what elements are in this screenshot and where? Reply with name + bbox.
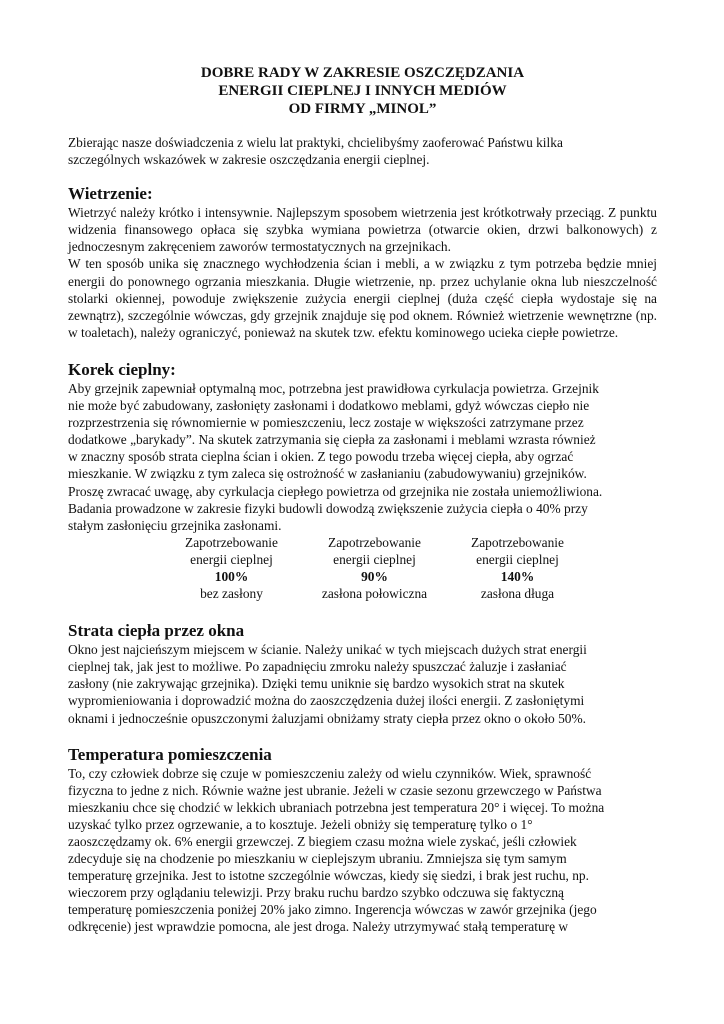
comparison-line: energii cieplnej [333,551,416,567]
comparison-line: energii cieplnej [190,551,273,567]
comparison-line: Zapotrzebowanie [185,534,278,550]
section-heading-wietrzenie: Wietrzenie: [68,184,153,204]
heat-demand-comparison [160,534,657,602]
comparison-column-long-curtain [446,534,589,602]
korek-line: nie może być zabudowany, zasłonięty zasłonami i dodatkowo meblami, gdyż wówczas ciepło nie [68,398,590,414]
comparison-column-no-curtain [160,534,303,602]
strata-line: zasłony (nie zakrywając grzejnika). Dzięki temu uniknie się bardzo wysokich strat na skutek [68,676,565,692]
intro-paragraph [68,134,657,168]
comparison-percent: 140% [500,568,535,584]
temperatura-line: temperaturę grzejnika. Jest to istotne szczególnie wówczas, kiedy się siedzi, i brak jest ruchu, np. [68,868,589,884]
comparison-line: energii cieplnej [476,551,559,567]
section-heading-temperatura: Temperatura pomieszczenia [68,744,272,764]
comparison-column-half-curtain [303,534,446,602]
korek-line: mieszkanie. W związku z tym zaleca się ostrożność w zasłanianiu (zabudowywaniu) grzejników. [68,466,587,482]
wietrzenie-paragraph-2: W ten sposób unika się znacznego wychłodzenia ścian i mebli, a w związku z tym potrzeba będzie mniej energii do ponownego ogrzania mieszkania. Długie wietrzenie, np. przez uchylanie okna lub nieszczelność stolarki okiennej, powoduje zwiększenie zużycia energii cieplnej (duża część ciepła wydostaje się na zewnątrz), szczególnie wówczas, gdy grzejnik znajduje się pod oknem. Również wietrzenie wewnętrzne (np. w toaletach), należy ograniczyć, ponieważ na skutek tzw. efektu kominowego ucieka ciepłe powietrze. [68,256,657,340]
section-heading-strata: Strata ciepła przez okna [68,621,245,641]
strata-line: cieplnej tak, jak jest to możliwe. Po zapadnięciu zmroku należy spuszczać żaluzje i zasłaniać [68,659,567,675]
korek-line: rozprzestrzenia się równomiernie w pomieszczeniu, lecz zostaje w większości zatrzymane przez [68,415,584,431]
wietrzenie-paragraph-1: Wietrzyć należy krótko i intensywnie. Najlepszym sposobem wietrzenia jest krótkotrwały przeciąg. Z punktu widzenia finansowego opłaca się szybka wymiana powietrza (otwarcie okien, drzwi balkonowych) z jednoczesnym zakręceniem zaworów termostatycznych na grzejnikach. [68,205,657,255]
comparison-percent: 90% [361,568,388,584]
title-line-2: ENERGII CIEPLNEJ I INNYCH MEDIÓW [218,83,507,99]
document-page [68,64,657,936]
korek-line: w znaczny sposób strata cieplna ścian i okien. Z tego powodu trzeba więcej ciepła, aby ogrzać [68,449,574,465]
korek-line: Badania prowadzone w zakresie fizyki budowli dowodzą zwiększenie zużycia ciepła o 40% przy [68,500,588,516]
title-line-3: OD FIRMY „MINOL” [288,101,437,117]
temperatura-line: zaoszczędzamy ok. 6% energii grzewczej. Z biegiem czasu można wiele zyskać, jeśli człowiek [68,834,577,849]
comparison-label: bez zasłony [200,586,263,602]
temperatura-line: zdecyduje się na chodzenie po mieszkaniu w cieplejszym ubraniu. Zmniejsza się tym samym [68,851,567,867]
intro-line: szczególnych wskazówek w zakresie oszczędzania energii cieplnej. [68,152,430,168]
section-heading-korek: Korek cieplny: [68,359,176,379]
document-title [68,64,657,118]
comparison-line: Zapotrzebowanie [328,534,421,550]
title-line-1: DOBRE RADY W ZAKRESIE OSZCZĘDZANIA [200,65,525,81]
comparison-label: zasłona długa [480,586,555,602]
temperatura-paragraph [68,765,657,936]
korek-paragraph [68,380,657,534]
korek-line: dodatkowe „barykady”. Na skutek zatrzymania się ciepła za zasłonami i meblami wzrasta również [68,432,596,448]
korek-line: Aby grzejnik zapewniał optymalną moc, potrzebna jest prawidłowa cyrkulacja powietrza. Grzejnik [68,380,599,396]
temperatura-line: wieczorem przy oglądaniu telewizji. Przy braku ruchu bardzo szybko odczuwa się faktyczną [68,885,564,901]
temperatura-line: To, czy człowiek dobrze się czuje w pomieszczeniu zależy od wielu czynników. Wiek, sprawność [68,765,592,781]
temperatura-line: odkręcenie) jest wprawdzie pomocna, ale jest droga. Należy utrzymywać stałą temperaturę w [68,919,569,935]
temperatura-line: temperaturę pomieszczenia poniżej 20% jako zimno. Ingerencja wówczas w zawór grzejnika (jego [68,902,597,918]
strata-line: wypromieniowania i doprowadzić można do zaoszczędzenia dużej ilości energii. Z zasłoniętymi [68,693,585,709]
temperatura-line: uzyskać tylko przez ogrzewanie, a to kosztuje. Jeżeli obniży się temperaturę tylko o 1° [68,816,533,832]
strata-line: oknami i jednocześnie opuszczonymi żaluzjami obniżamy straty ciepła przez okno o około 50%. [68,710,586,726]
comparison-label: zasłona połowiczna [321,586,428,602]
strata-line: Okno jest najcieńszym miejscem w ścianie. Należy unikać w tych miejscach dużych strat energii [68,642,587,658]
temperatura-line: fizyczna to jedne z nich. Równie ważne jest ubranie. Jeżeli w czasie sezonu grzewczego w Państwa [68,782,602,798]
korek-line: Proszę zwracać uwagę, aby cyrkulacja ciepłego powietrza od grzejnika nie została uniemożliwiona. [68,483,603,499]
comparison-line: Zapotrzebowanie [471,534,564,550]
strata-paragraph [68,641,657,726]
temperatura-line: mieszkaniu chce się chodzić w lekkich ubraniach potrzebna jest temperatura 20° i więcej. To można [68,799,605,815]
intro-line: Zbierając nasze doświadczenia z wielu lat praktyki, chcielibyśmy zaoferować Państwu kilka [68,135,563,150]
comparison-percent: 100% [214,568,249,584]
korek-line: stałym zasłonięciu grzejnika zasłonami. [68,517,282,533]
